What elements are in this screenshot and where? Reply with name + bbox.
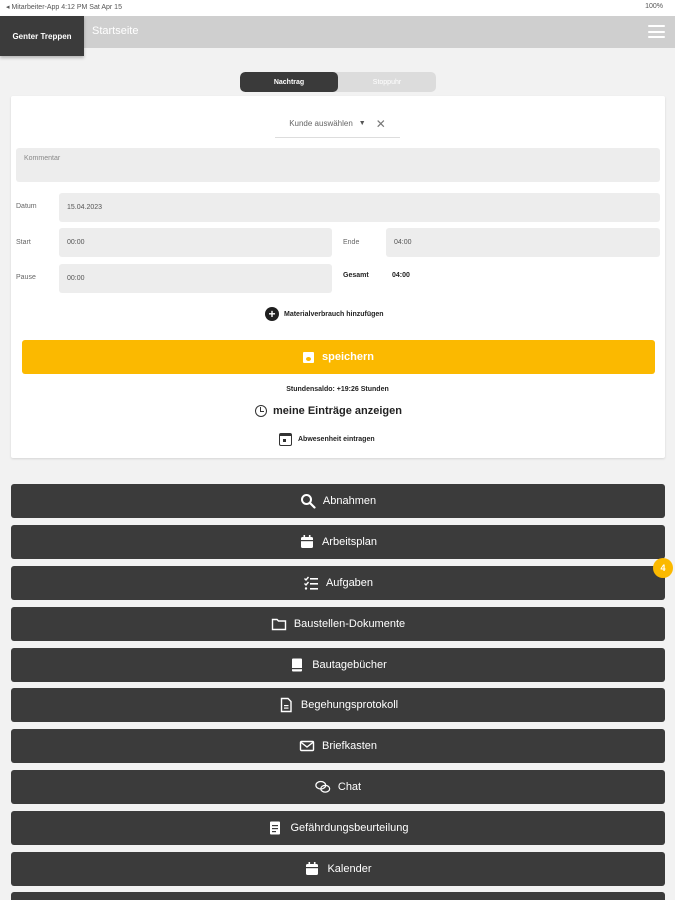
start-time-field[interactable]: 00:00 (59, 228, 332, 257)
search-icon (300, 493, 316, 509)
mode-segmented-control (240, 72, 436, 92)
pause-label: Pause (16, 274, 36, 281)
total-value: 04:00 (392, 272, 410, 279)
book-icon (289, 657, 305, 673)
menu-button-label: Aufgaben (325, 577, 374, 589)
calendar-icon (299, 534, 315, 550)
save-disk-icon (303, 352, 314, 363)
tab-nachtrag[interactable]: Nachtrag (240, 72, 338, 92)
tasks-count-badge: 4 (653, 558, 673, 578)
customer-select[interactable] (275, 110, 400, 138)
brand-logo[interactable]: Genter Treppen (0, 16, 84, 56)
caret-down-icon: ▼ (358, 120, 366, 127)
add-material-button[interactable] (265, 307, 384, 321)
menu-button-kalender[interactable] (11, 852, 665, 886)
menu-button-label: Abnahmen (322, 495, 377, 507)
calendar-icon (304, 861, 320, 877)
add-absence-link[interactable] (279, 433, 375, 446)
clear-icon[interactable]: ✕ (375, 116, 386, 131)
menu-button-bautagebuecher[interactable] (11, 648, 665, 682)
add-material-label: Materialverbrauch hinzufügen (284, 310, 384, 318)
status-bar-left: ◂ Mitarbeiter-App 4:12 PM Sat Apr 15 (6, 4, 122, 11)
menu-button-aufgaben[interactable] (11, 566, 665, 600)
menu-button-briefkasten[interactable] (11, 729, 665, 763)
chat-icon (315, 779, 331, 795)
hamburger-menu-icon[interactable] (648, 25, 665, 38)
menu-button-baustellen-dokumente[interactable] (11, 607, 665, 641)
date-field[interactable]: 15.04.2023 (59, 193, 660, 222)
menu-button-label: Begehungsprotokoll (300, 699, 399, 711)
menu-button-label: Briefkasten (321, 740, 378, 752)
status-bar (0, 0, 675, 16)
clock-icon (255, 405, 267, 417)
menu-button-label: Bautagebücher (312, 659, 387, 671)
menu-button-label: Gefährdungsbeurteilung (290, 822, 409, 834)
pause-time-field[interactable]: 00:00 (59, 264, 332, 293)
end-time-field[interactable]: 04:00 (386, 228, 660, 257)
date-label: Datum (16, 203, 37, 210)
menu-button-arbeitsplan[interactable] (11, 525, 665, 559)
plus-circle-icon: + (265, 307, 279, 321)
folder-icon (271, 616, 287, 632)
mail-icon (299, 738, 315, 754)
add-absence-label: Abwesenheit eintragen (298, 436, 375, 443)
show-entries-label: meine Einträge anzeigen (273, 405, 402, 417)
save-button[interactable] (22, 340, 655, 374)
menu-button-abnahmen[interactable] (11, 484, 665, 518)
document-icon (278, 697, 294, 713)
calendar-icon (279, 433, 292, 446)
clipboard-icon (267, 820, 283, 836)
menu-button-label: Kalender (327, 863, 372, 875)
end-label: Ende (343, 239, 360, 246)
menu-button-partial[interactable] (11, 892, 665, 900)
start-label: Start (16, 239, 31, 246)
total-label: Gesamt (343, 272, 369, 279)
battery-status: 100% (645, 3, 663, 10)
menu-button-label: Arbeitsplan (321, 536, 378, 548)
menu-button-chat[interactable] (11, 770, 665, 804)
show-entries-link[interactable] (255, 405, 402, 417)
tab-stoppuhr[interactable]: Stoppuhr (372, 78, 402, 86)
comment-field[interactable]: Kommentar (16, 148, 660, 182)
menu-button-begehungsprotokoll[interactable] (11, 688, 665, 722)
save-button-label: speichern (322, 351, 374, 363)
menu-button-gefaehrdungsbeurteilung[interactable] (11, 811, 665, 845)
hours-balance: Stundensaldo: +19:26 Stunden (286, 386, 389, 393)
task-list-icon (303, 575, 319, 591)
page-title: Startseite (92, 25, 139, 37)
menu-button-label: Chat (337, 781, 362, 793)
menu-button-label: Baustellen-Dokumente (293, 618, 406, 630)
customer-select-label: Kunde auswählen (289, 119, 353, 128)
